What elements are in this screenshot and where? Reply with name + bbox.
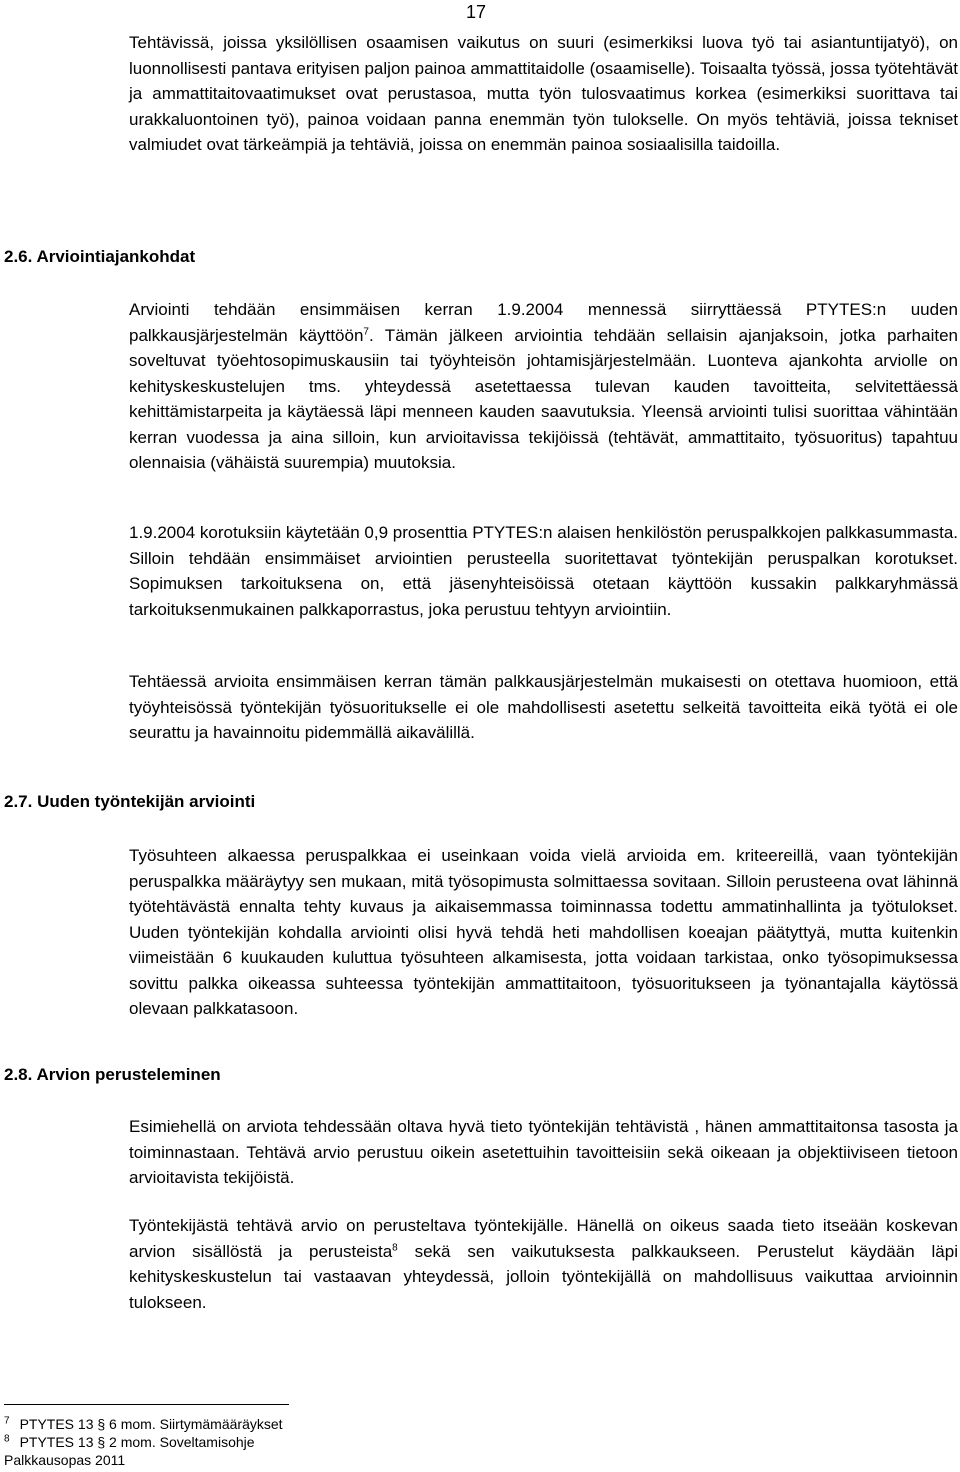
section-2-6-paragraph-1 [129,297,958,476]
footnote-text: PTYTES 13 § 6 mom. Siirtymämääräykset [19,1416,283,1432]
section-2-7-paragraph-1: Työsuhteen alkaessa peruspalkkaa ei useinkaan voida vielä arvioida em. kriteereillä, vaan työntekijän peruspalkka määräytyy sen mukaan, mitä työsopimusta solmittaessa sovitaan. Silloin perusteena ovat lähinnä työtehtävästä ennalta tehty kuvaus ja aikaisemmassa toiminnassa todettu ammatinhallinta ja työtulokset. Uuden työntekijän kohdalla arviointi olisi hyvä tehdä heti mahdollisen koeajan päätyttyä, mutta kuitenkin viimeistään 6 kuukauden kuluttua työsuhteen alkamisesta, jotta voidaan tarkistaa, onko työsopimuksessa sovittu palkka oikeassa suhteessa työntekijän ammattitaitoon, työsuoritukseen ja työnantajalla käytössä olevaan palkkatasoon. [129,846,958,1018]
footnote-reference[interactable]: 7 [363,325,369,337]
section-2-6-paragraph-2: 1.9.2004 korotuksiin käytetään 0,9 prosenttia PTYTES:n alaisen henkilöstön peruspalkkojen palkkasummasta. Silloin tehdään ensimmäiset arviointien perusteella suoritettavat työntekijän peruspalkan korotukset. Sopimuksen tarkoituksena on, että jäsenyhteisöissä otetaan käyttöön kussakin palkkaryhmässä tarkoituksenmukainen palkkaporrastus, joka perustuu tehtyyn arviointiin. [129,523,958,619]
paragraph-text: . Tämän jälkeen arviointia tehdään sellaisin ajanjaksoin, jotka parhaiten soveltuvat työehtosopimuskausiin tai työyhteisön johtamisjärjestelmään. Luonteva ajankohta arviolle on kehityskeskustelujen tms. yhteydessä asetettaessa tulevan kauden tavoitteita, selvitettäessä kehittämistarpeita ja käytäessä läpi menneen kauden saavutuksia. Yleensä arviointi tulisi suorittaa vähintään kerran vuodessa ja aina silloin, kun arvioitavissa tekijöissä (tehtävät, ammattitaito, työsuoritus) tapahtuu olennaisia (vähäistä suurempia) muutoksia. [129,325,958,472]
section-2-8-paragraph-2 [129,1213,958,1315]
footnote-number: 7 [4,1415,10,1427]
footnote-reference[interactable]: 8 [392,1241,398,1253]
intro-paragraph: Tehtävissä, joissa yksilöllisen osaamisen vaikutus on suuri (esimerkiksi luova työ tai asiantuntijatyö), on luonnollisesti pantava erityisen paljon painoa ammattitaidolle (osaamiselle). Toisaalta työssä, jossa työtehtävät ja ammattitaitovaatimukset ovat perustasoa, mutta työn tulosvaatimus korkea (esimerkiksi suorittava tai urakkaluontoinen työ), painoa voidaan panna enemmän työn tulokselle. On myös tehtäviä, joissa tekniset valmiudet ovat tärkeämpiä ja tehtäviä, joissa on enemmän painoa sosiaalisilla taidoilla. [129,33,958,154]
page-footer: Palkkausopas 2011 [4,1452,126,1468]
footnote-number: 8 [4,1433,10,1445]
footnote-7 [4,1416,283,1433]
section-heading-2-6: 2.6. Arviointiajankohdat [4,247,196,266]
page-number: 17 [466,2,487,22]
footnote-separator [4,1404,289,1405]
section-heading-2-7: 2.7. Uuden työntekijän arviointi [4,792,256,811]
footnote-8 [4,1434,255,1451]
footnote-text: PTYTES 13 § 2 mom. Soveltamisohje [19,1434,255,1450]
section-2-6-paragraph-3: Tehtäessä arvioita ensimmäisen kerran tämän palkkausjärjestelmän mukaisesti on otettava huomioon, että työyhteisössä työntekijän työsuoritukselle ei ole mahdollisesti asetettu selkeitä tavoitteita eikä työtä ei ole seurattu ja havainnoitu pidemmällä aikavälillä. [129,672,958,742]
section-2-8-paragraph-1: Esimiehellä on arviota tehdessään oltava hyvä tieto työntekijän tehtävistä , hänen ammattitaitonsa tasosta ja toiminnastaan. Tehtävä arvio perustuu oikein asetettuihin tavoitteisiin sekä oikeaan ja objektiiviseen tietoon arvioitavista tekijöistä. [129,1117,958,1187]
section-heading-2-8: 2.8. Arvion perusteleminen [4,1065,221,1084]
paragraph-text: Arviointi tehdään ensimmäisen kerran 1.9.2004 mennessä siirryttäessä PTYTES:n uuden palkkausjärjestelmän käyttöön [129,300,958,345]
paragraph-text: sekä sen vaikutuksesta palkkaukseen. Perustelut käydään läpi kehityskeskustelun tai vastaavan yhteydessä, jolloin työntekijällä on mahdollisuus vaikuttaa arvioinnin tulokseen. [129,1241,958,1312]
paragraph-text: Työntekijästä tehtävä arvio on perusteltava työntekijälle. Hänellä on oikeus saada tieto itseään koskevan arvion sisällöstä ja perusteista [129,1216,958,1261]
